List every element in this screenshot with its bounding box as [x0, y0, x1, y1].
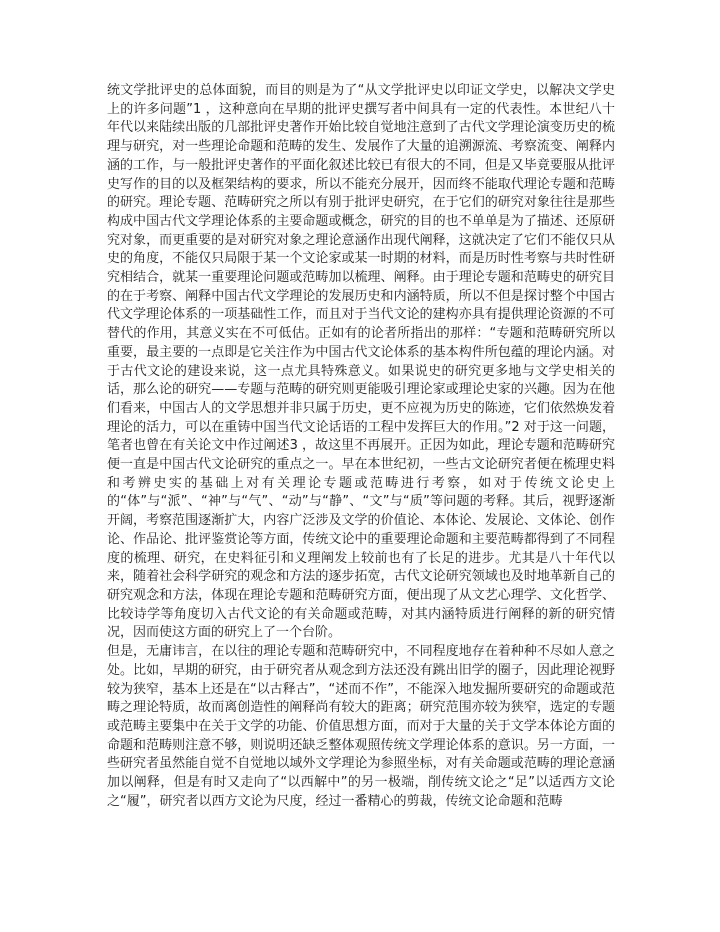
- paragraph-2: 但是，无庸讳言，在以往的理论专题和范畴研究中，不同程度地存在着种种不尽如人意之处。比如，早期的研究，由于研究者从观念到方法还没有跳出旧学的圈子，因此理论视野较为狭窄，基本上还是在“以古释古”，“述而不作”，不能深入地发掘所要研究的命题或范畴之理论特质，故而离创造性的阐释尚有较大的距离；研究范围亦较为狭窄，选定的专题或范畴主要集中在关于文学的功能、价值思想方面，而对于大量的关于文学本体论方面的命题和范畴则注意不够，则说明还缺乏整体观照传统文学理论体系的意识。另一方面，一些研究者虽然能自觉不自觉地以域外文学理论为参照坐标，对有关命题或范畴的理论意涵加以阐释，但是有时又走向了“以西解中”的另一极端，削传统文论之“足”以适西方文论之“履”，研究者以西方文论为尺度，经过一番精心的剪裁，传统文论命题和范畴: [107, 644, 615, 809]
- document-body: [107, 82, 615, 811]
- paragraph-1: 统文学批评史的总体面貌，而目的则是为了“从文学批评史以印证文学史，以解决文学史上的许多问题”1 ，这种意向在早期的批评史撰写者中间具有一定的代表性。本世纪八十年代以来陆续出版的几部批评史著作开始比较自觉地注意到了古代文学理论演变历史的梳理与研究，对一些理论命题和范畴的发生、发展作了大量的追溯源流、考察流变、阐释内涵的工作，与一般批评史著作的平面化叙述比较已有很大的不同，但是又毕竟要服从批评史写作的目的以及框架结构的要求，所以不能充分展开，因而终不能取代理论专题和范畴的研究。理论专题、范畴研究之所以有别于批评史研究，在于它们的研究对象往往是那些构成中国古代文学理论体系的主要命题或概念，研究的目的也不单单是为了描述、还原研究对象，而更重要的是对研究对象之理论意涵作出现代阐释，这就决定了它们不能仅只从史的角度，不能仅只局限于某一个文论家或某一时期的材料，而是历时性考察与共时性研究相结合，就某一重要理论问题或范畴加以梳理、阐释。由于理论专题和范畴史的研究目的在于考察、阐释中国古代文学理论的发展历史和内涵特质，所以不但是探讨整个中国古代文学理论体系的一项基础性工作，而且对于当代文论的建构亦具有提供理论资源的不可替代的作用，其意义实在不可低估。正如有的论者所指出的那样：“专题和范畴研究所以重要，最主要的一点即是它关注作为中国古代文论体系的基本构件所包蕴的理论内涵。对于古代文论的建设来说，这一点尤具特殊意义。如果说史的研究更多地与文学史相关的话，那么论的研究——专题与范畴的研究则更能吸引理论家或理论史家的兴趣。因为在他们看来，中国古人的文学思想并非只属于历史，更不应视为历史的陈迹，它们依然焕发着理论的活力，可以在重铸中国当代文论话语的工程中发挥巨大的作用。”2 对于这一问题，笔者也曾在有关论文中作过阐述3 ，故这里不再展开。正因为如此，理论专题和范畴研究便一直是中国古代文论研究的重点之一。早在本世纪初，一些古文论研究者便在梳理史料和考辨史实的基础上对有关理论专题或范畴进行考察，如对于传统文论史上的“体”与“派”、“神”与“气”、“动”与“静”、“文”与“质”等问题的考释。其后，视野逐渐开阔，考察范围逐渐扩大，内容广泛涉及文学的价值论、本体论、发展论、文体论、创作论、作品论、批评鉴赏论等方面，传统文论中的重要理论命题和主要范畴都得到了不同程度的梳理、研究，在史料征引和义理阐发上较前也有了长足的进步。尤其是八十年代以来，随着社会科学研究的观念和方法的逐步拓宽，古代文论研究领域也及时地革新自己的研究观念和方法，体现在理论专题和范畴研究方面，便出现了从文艺心理学、文化哲学、比较诗学等角度切入古代文论的有关命题或范畴，对其内涵特质进行阐释的新的研究情况，因而使这方面的研究上了一个台阶。: [107, 83, 615, 641]
